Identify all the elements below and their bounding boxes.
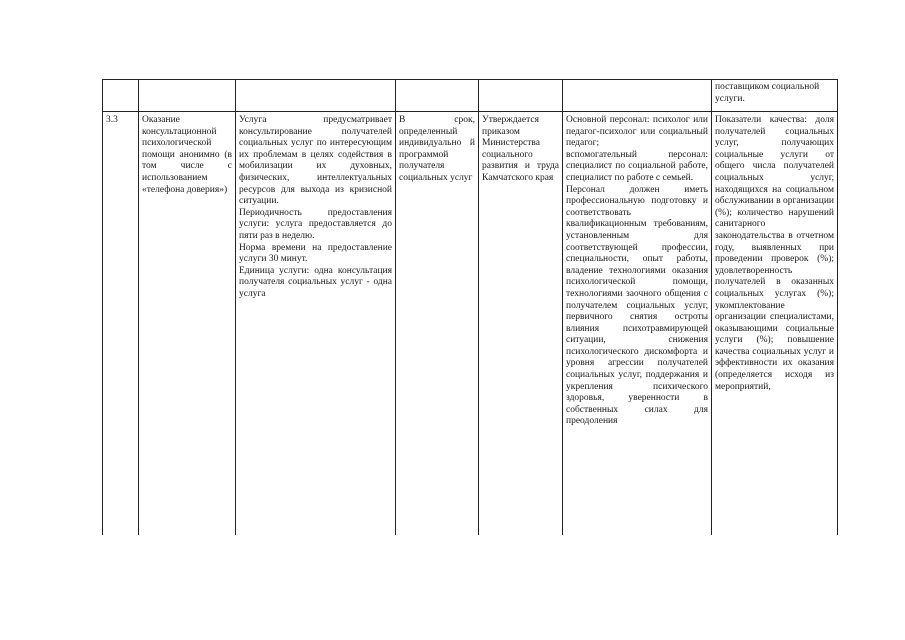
- quality-indicators: Показатели качества: доля получателей социальных услуг, получающих социальные услуги от общего числа получателей социальных услуг, находящихся на социальном обслуживании в организации (%); количество нарушений санитарного законодательства в отчетном году, выявленных при проведении проверок (%); удовлетворенность получателей в оказанных социальных услугах (%); укомплектование организации специалистами, оказывающими социальные услуги (%); повышение качества социальных услуг и эффективности их оказания (определяется исходя из мероприятий,: [715, 115, 834, 392]
- service-name: Оказание консультационной психологической помощи анонимно (в том числе с использованием «телефона доверия»): [142, 115, 232, 195]
- services-table: [102, 79, 838, 535]
- service-term: В срок, определенный индивидуально й программой получателя социальных услуг: [399, 115, 475, 183]
- service-term-cell: [396, 113, 478, 533]
- tariff-text: Утверждается приказом Министерства социального развития и труда Камчатского края: [482, 115, 559, 183]
- service-description-cell: [236, 113, 395, 533]
- description-paragraph: Норма времени на предоставление услуги 30 минут.: [239, 242, 392, 265]
- conditions-paragraph: вспомогательный персонал: специалист по социальной работе, специалист по работе с семьей.: [566, 149, 708, 183]
- conditions-paragraph: Основной персонал: психолог или педагог-психолог или социальный педагог;: [566, 115, 708, 149]
- description-paragraph: Единица услуги: одна консультация получателя социальных услуг - одна услуга: [239, 265, 392, 299]
- quality-indicators-cell: [712, 113, 837, 534]
- service-name-cell: [139, 113, 235, 533]
- column-divider: [837, 79, 838, 535]
- continued-indicators-cell: [712, 80, 837, 110]
- description-paragraph: Периодичность предоставления услуги: услуга предоставляется до пяти раз в неделю.: [239, 207, 392, 241]
- row-number-cell: [103, 113, 138, 533]
- conditions-cell: [563, 113, 711, 534]
- row-number: 3.3: [106, 115, 118, 125]
- conditions-paragraph: Персонал должен иметь профессиональную подготовку и соответствовать квалификационным требованиям, установленным для соответствующей профессии, специальности, опыт работы, владение технологиями оказания психологической помощи, технологиями заочного общения с получателем социальных услуг, первичного снятия остроты влияния психотравмирующей ситуации, снижения психологического дискомфорта и уровня агрессии получателей социальных услуг, поддержания и укрепления психического здоровья, уверенности в собственных силах для преодоления: [566, 184, 708, 427]
- row-divider: [102, 111, 838, 112]
- continued-indicators-text: поставщиком социальной услуги.: [715, 82, 820, 104]
- tariff-cell: [479, 113, 562, 533]
- description-paragraph: Услуга предусматривает консультирование получателей социальных услуг по интересующим их проблемам в целях содействия в мобилизации их духовных, физических, интеллектуальных ресурсов для выхода из кризисной ситуации.: [239, 115, 392, 207]
